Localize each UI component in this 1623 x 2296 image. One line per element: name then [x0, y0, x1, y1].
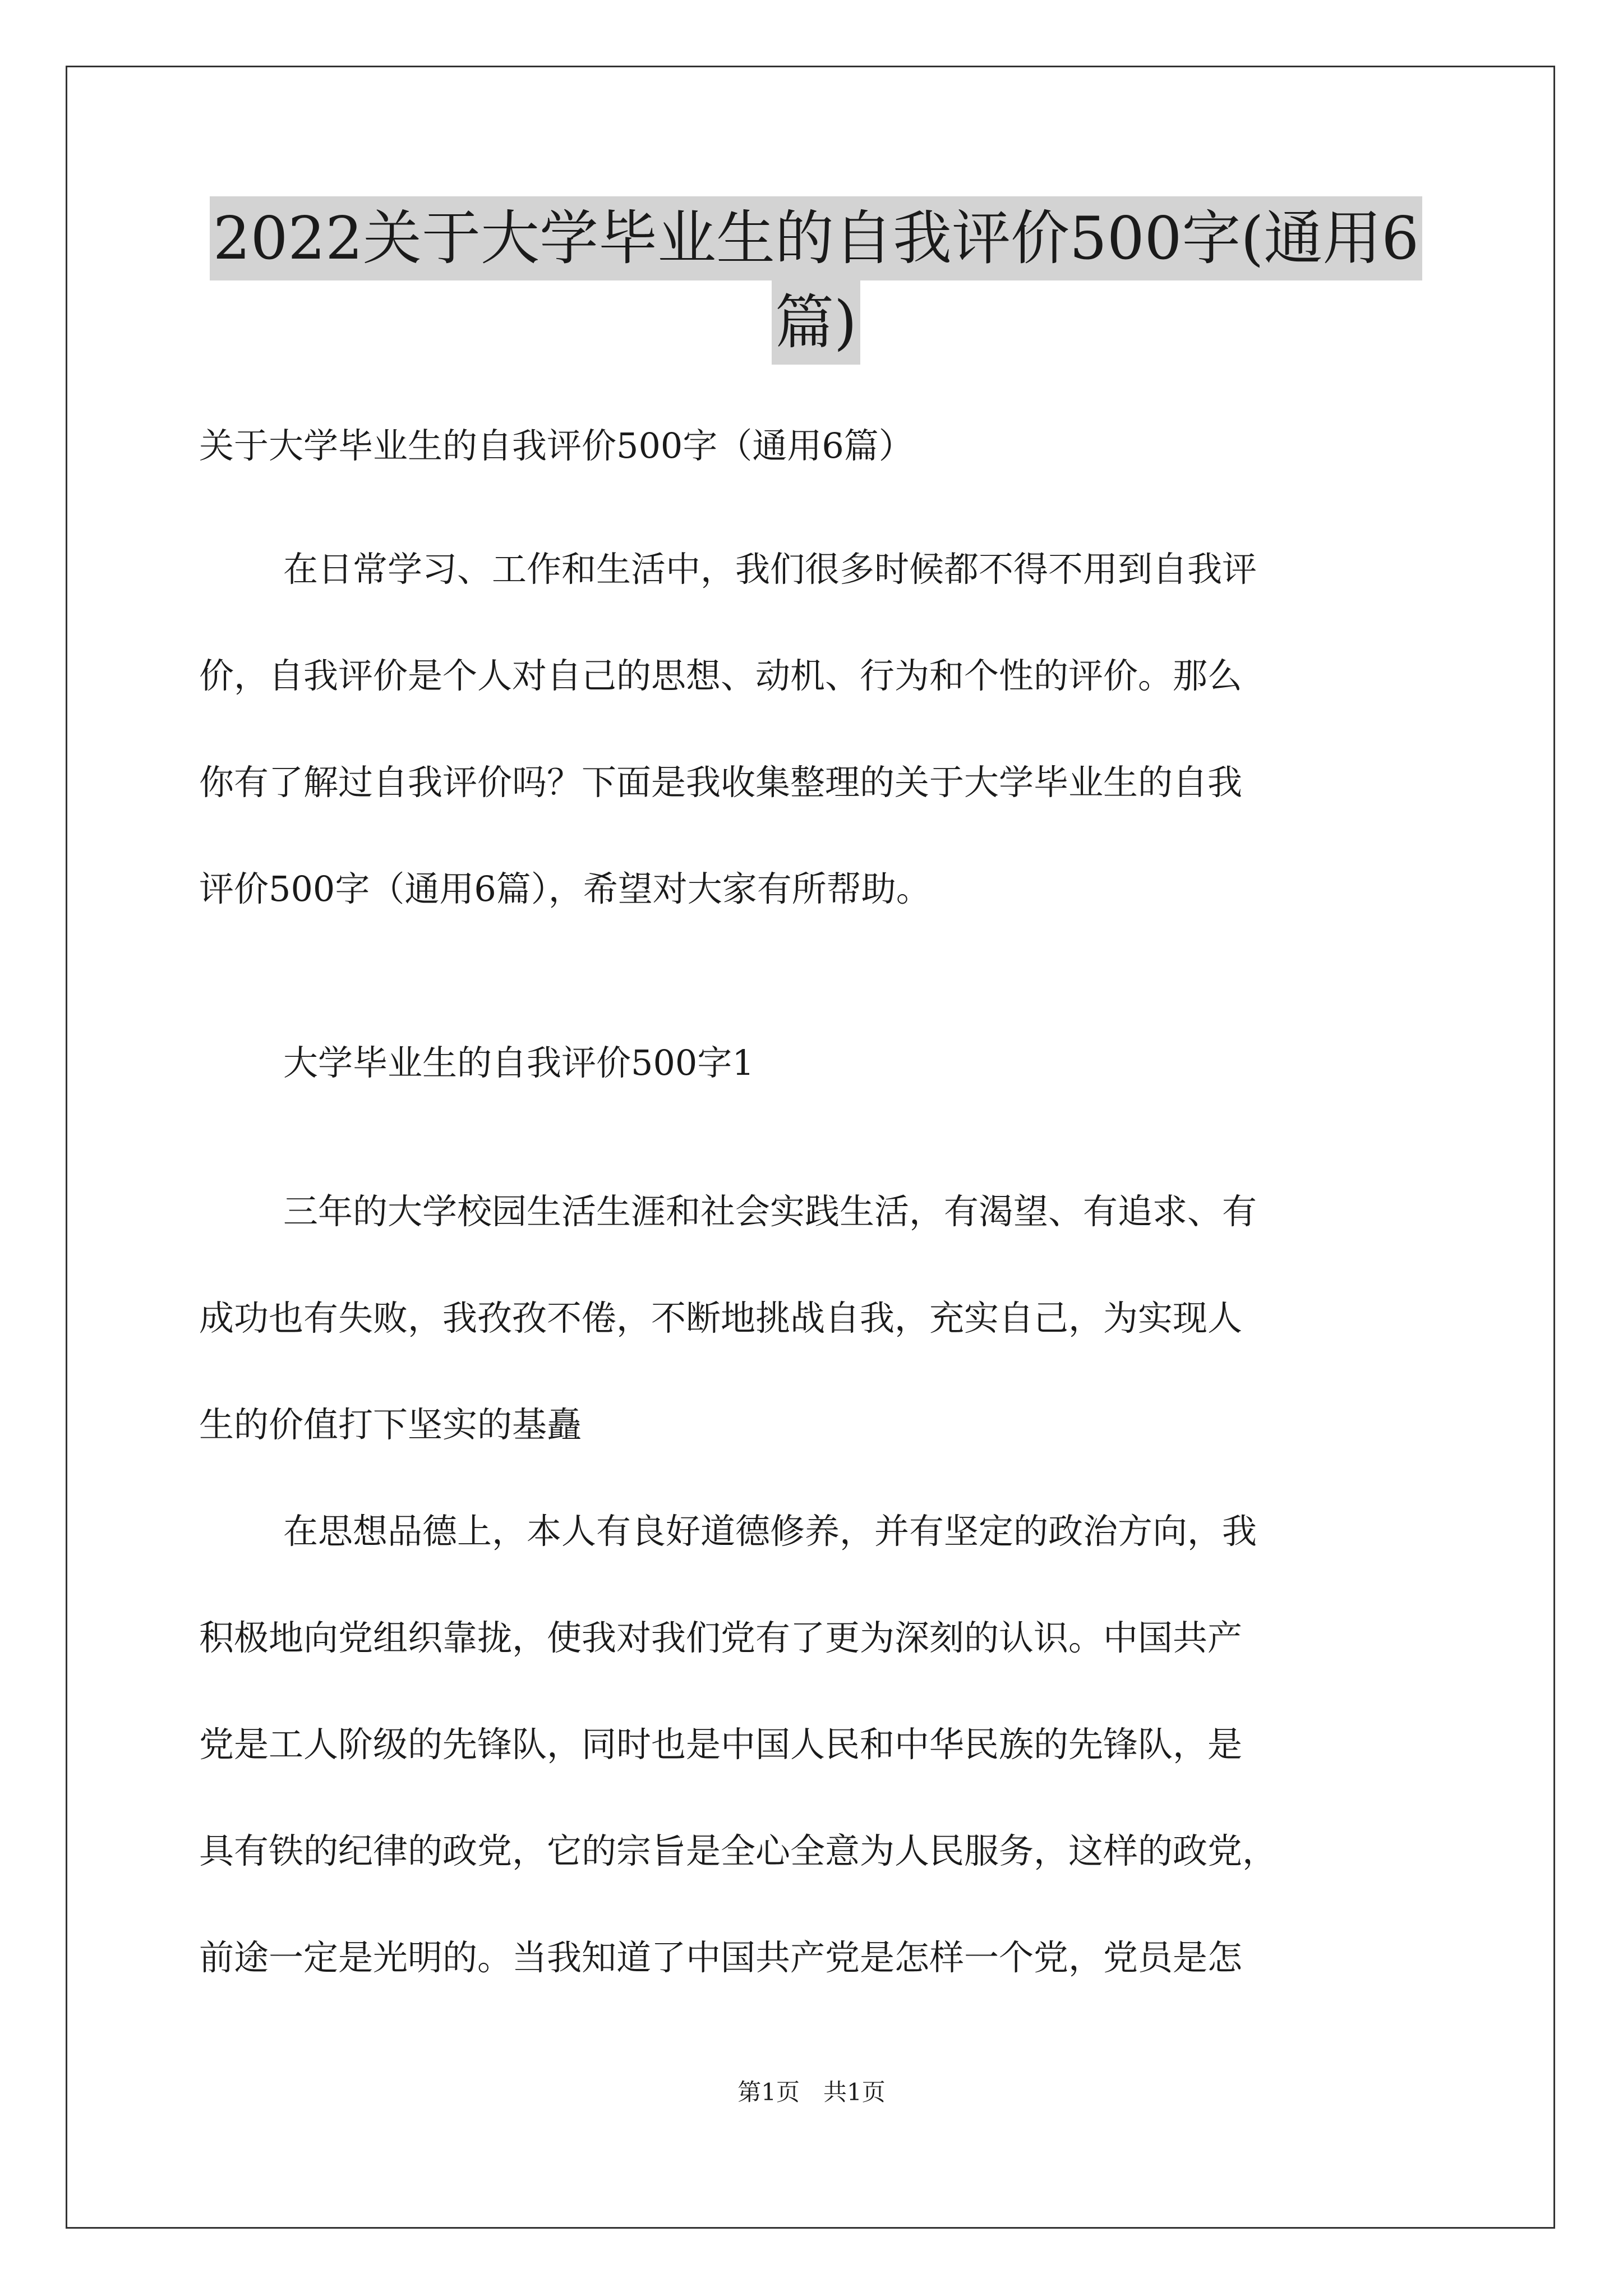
para2-line: 积极地向党组织靠拢，使我对我们党有了更为深刻的认识。中国共产: [199, 1617, 1243, 1658]
para2-line: 前途一定是光明的。当我知道了中国共产党是怎样一个党，党员是怎: [199, 1937, 1243, 1978]
title-line-1: 2022关于大学毕业生的自我评价500字(通用6: [210, 196, 1422, 280]
page-border: [66, 66, 1555, 2229]
document-title: [191, 196, 1441, 365]
para1-line: 三年的大学校园生活生涯和社会实践生活，有渴望、有追求、有: [283, 1191, 1257, 1232]
intro-line: 价，自我评价是个人对自己的思想、动机、行为和个性的评价。那么: [199, 655, 1243, 696]
intro-line: 评价500字（通用6篇），希望对大家有所帮助。: [199, 868, 931, 909]
para2-line: 党是工人阶级的先锋队，同时也是中国人民和中华民族的先锋队，是: [199, 1724, 1243, 1765]
para1-line: 生的价值打下坚实的基矗: [199, 1404, 582, 1445]
para1-line: 成功也有失败，我孜孜不倦，不断地挑战自我，充实自己，为实现人: [199, 1297, 1243, 1338]
section-heading: 大学毕业生的自我评价500字1: [283, 1042, 754, 1083]
para2-line: 在思想品德上，本人有良好道德修养，并有坚定的政治方向，我: [283, 1511, 1257, 1552]
para2-line: 具有铁的纪律的政党，它的宗旨是全心全意为人民服务，这样的政党，: [199, 1830, 1278, 1871]
title-line-2: 篇): [772, 280, 860, 365]
subtitle: 关于大学毕业生的自我评价500字（通用6篇）: [199, 425, 914, 466]
intro-line: 你有了解过自我评价吗？下面是我收集整理的关于大学毕业生的自我: [199, 762, 1243, 803]
intro-line: 在日常学习、工作和生活中，我们很多时候都不得不用到自我评: [283, 549, 1257, 590]
page-footer: 第1页 共1页: [737, 2078, 886, 2106]
